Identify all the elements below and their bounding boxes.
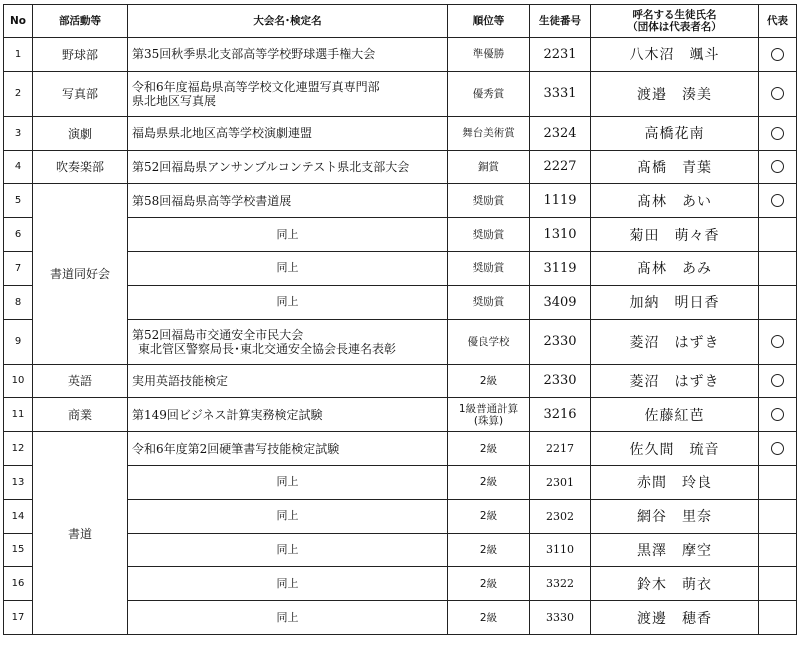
rank-line: 2級 bbox=[479, 374, 498, 387]
event-name bbox=[128, 150, 448, 184]
rank-line: 2級 bbox=[479, 611, 498, 624]
rank-line: 優秀賞 bbox=[472, 87, 505, 100]
row-no: 17 bbox=[4, 601, 33, 635]
rank-line: 銅賞 bbox=[478, 160, 499, 173]
header-no: No bbox=[4, 5, 33, 38]
rank-line: 2級 bbox=[479, 543, 498, 556]
rank-line: 2級 bbox=[479, 510, 498, 523]
row-no: 10 bbox=[4, 364, 33, 398]
representative-cell bbox=[759, 150, 797, 184]
rank-line: 奨励賞 bbox=[472, 194, 505, 207]
representative-circle-icon bbox=[771, 442, 784, 455]
event-name bbox=[128, 251, 448, 285]
rank bbox=[448, 398, 530, 432]
header-row bbox=[4, 5, 797, 38]
student-id: 3322 bbox=[530, 567, 591, 601]
student-name: 佐藤紅芭 bbox=[591, 398, 759, 432]
rank bbox=[448, 218, 530, 252]
table-row bbox=[4, 184, 797, 218]
club-name: 書道 bbox=[33, 432, 128, 635]
student-name: 渡邊 穂香 bbox=[591, 601, 759, 635]
row-no: 15 bbox=[4, 533, 33, 567]
club-name: 野球部 bbox=[33, 38, 128, 72]
row-no: 8 bbox=[4, 285, 33, 319]
student-name: 菱沼 はずき bbox=[591, 364, 759, 398]
representative-cell bbox=[759, 398, 797, 432]
row-no: 5 bbox=[4, 184, 33, 218]
rank bbox=[448, 116, 530, 150]
event-line: 第52回福島市交通安全市民大会 bbox=[132, 327, 304, 342]
event-line: 第35回秋季県北支部高等学校野球選手権大会 bbox=[132, 47, 376, 62]
event-name bbox=[128, 432, 448, 466]
representative-cell bbox=[759, 432, 797, 466]
representative-circle-icon bbox=[771, 127, 784, 140]
representative-circle-icon bbox=[771, 194, 784, 207]
representative-cell bbox=[759, 285, 797, 319]
student-name: 佐久間 琉音 bbox=[591, 432, 759, 466]
rank-line: 舞台美術賞 bbox=[462, 127, 515, 140]
rank bbox=[448, 601, 530, 635]
event-line: 第52回福島県アンサンブルコンテスト県北支部大会 bbox=[132, 159, 410, 174]
rank bbox=[448, 432, 530, 466]
event-line: 県北地区写真展 bbox=[132, 93, 217, 108]
student-name: 網谷 里奈 bbox=[591, 499, 759, 533]
table-row bbox=[4, 364, 797, 398]
student-name: 髙林 あみ bbox=[591, 251, 759, 285]
rank bbox=[448, 499, 530, 533]
event-line: 東北管区警察局長･東北交通安全協会長連名表彰 bbox=[138, 341, 397, 356]
student-name: 鈴木 萌衣 bbox=[591, 567, 759, 601]
student-name: 加納 明日香 bbox=[591, 285, 759, 319]
student-name: 髙林 あい bbox=[591, 184, 759, 218]
student-id: 2301 bbox=[530, 465, 591, 499]
event-line: 令和6年度福島県高等学校文化連盟写真専門部 bbox=[132, 79, 380, 94]
event-name bbox=[128, 398, 448, 432]
rank bbox=[448, 184, 530, 218]
representative-cell bbox=[759, 38, 797, 72]
header-name bbox=[591, 5, 759, 38]
event-line: 福島県県北地区高等学校演劇連盟 bbox=[132, 126, 313, 141]
event-line: 同上 bbox=[276, 261, 299, 275]
header-rep: 代表 bbox=[759, 5, 797, 38]
header-name-line2: （団体は代表者名） bbox=[627, 21, 722, 33]
representative-circle-icon bbox=[771, 335, 784, 348]
table-row bbox=[4, 398, 797, 432]
row-no: 7 bbox=[4, 251, 33, 285]
student-id: 3119 bbox=[530, 251, 591, 285]
rank-line: 1級普通計算 bbox=[458, 402, 519, 415]
student-id: 3409 bbox=[530, 285, 591, 319]
rank bbox=[448, 150, 530, 184]
award-table bbox=[3, 4, 797, 635]
rank-line: 2級 bbox=[479, 476, 498, 489]
row-no: 12 bbox=[4, 432, 33, 466]
rank-line: 優良学校 bbox=[467, 335, 510, 348]
header-club: 部活動等 bbox=[33, 5, 128, 38]
event-name bbox=[128, 364, 448, 398]
row-no: 6 bbox=[4, 218, 33, 252]
row-no: 14 bbox=[4, 499, 33, 533]
table-row bbox=[4, 38, 797, 72]
rank-line: (珠算) bbox=[473, 414, 504, 427]
club-name: 写真部 bbox=[33, 71, 128, 116]
student-id: 3110 bbox=[530, 533, 591, 567]
student-name: 菱沼 はずき bbox=[591, 319, 759, 364]
club-name: 商業 bbox=[33, 398, 128, 432]
representative-circle-icon bbox=[771, 48, 784, 61]
club-name: 吹奏楽部 bbox=[33, 150, 128, 184]
representative-cell bbox=[759, 567, 797, 601]
event-line: 実用英語技能検定 bbox=[132, 373, 229, 388]
event-line: 同上 bbox=[276, 542, 299, 556]
award-table-container bbox=[3, 4, 797, 635]
student-id: 2330 bbox=[530, 364, 591, 398]
student-name: 菊田 萌々香 bbox=[591, 218, 759, 252]
rank bbox=[448, 533, 530, 567]
table-row bbox=[4, 71, 797, 116]
student-id: 2302 bbox=[530, 499, 591, 533]
row-no: 13 bbox=[4, 465, 33, 499]
student-id: 3216 bbox=[530, 398, 591, 432]
club-name: 書道同好会 bbox=[33, 184, 128, 364]
row-no: 1 bbox=[4, 38, 33, 72]
representative-circle-icon bbox=[771, 374, 784, 387]
student-id: 2324 bbox=[530, 116, 591, 150]
rank-line: 2級 bbox=[479, 577, 498, 590]
club-name: 演劇 bbox=[33, 116, 128, 150]
table-body bbox=[4, 38, 797, 635]
representative-cell bbox=[759, 364, 797, 398]
header-student-id: 生徒番号 bbox=[530, 5, 591, 38]
representative-circle-icon bbox=[771, 87, 784, 100]
rank bbox=[448, 251, 530, 285]
representative-cell bbox=[759, 71, 797, 116]
rank bbox=[448, 38, 530, 72]
event-name bbox=[128, 218, 448, 252]
event-line: 同上 bbox=[276, 610, 299, 624]
student-id: 2330 bbox=[530, 319, 591, 364]
student-name: 高橋花南 bbox=[591, 116, 759, 150]
event-name bbox=[128, 601, 448, 635]
student-name: 赤間 玲良 bbox=[591, 465, 759, 499]
event-name bbox=[128, 567, 448, 601]
rank-line: 奨励賞 bbox=[472, 262, 505, 275]
event-name bbox=[128, 533, 448, 567]
representative-cell bbox=[759, 116, 797, 150]
row-no: 16 bbox=[4, 567, 33, 601]
row-no: 4 bbox=[4, 150, 33, 184]
rank bbox=[448, 285, 530, 319]
club-name: 英語 bbox=[33, 364, 128, 398]
event-line: 同上 bbox=[276, 576, 299, 590]
student-name: 渡邉 湊美 bbox=[591, 71, 759, 116]
event-name bbox=[128, 319, 448, 364]
row-no: 9 bbox=[4, 319, 33, 364]
row-no: 2 bbox=[4, 71, 33, 116]
event-name bbox=[128, 38, 448, 72]
representative-cell bbox=[759, 218, 797, 252]
student-id: 1310 bbox=[530, 218, 591, 252]
student-id: 2227 bbox=[530, 150, 591, 184]
event-line: 同上 bbox=[276, 509, 299, 523]
representative-circle-icon bbox=[771, 408, 784, 421]
table-row bbox=[4, 116, 797, 150]
event-name bbox=[128, 285, 448, 319]
student-name: 髙橋 青葉 bbox=[591, 150, 759, 184]
rank bbox=[448, 71, 530, 116]
rank-line: 準優勝 bbox=[472, 48, 505, 61]
event-line: 同上 bbox=[276, 295, 299, 309]
row-no: 3 bbox=[4, 116, 33, 150]
rank bbox=[448, 567, 530, 601]
event-line: 第149回ビジネス計算実務検定試験 bbox=[132, 407, 323, 422]
event-line: 同上 bbox=[276, 475, 299, 489]
event-line: 令和6年度第2回硬筆書写技能検定試験 bbox=[132, 441, 340, 456]
student-id: 3330 bbox=[530, 601, 591, 635]
rank-line: 奨励賞 bbox=[472, 228, 505, 241]
student-id: 2217 bbox=[530, 432, 591, 466]
representative-cell bbox=[759, 533, 797, 567]
representative-cell bbox=[759, 319, 797, 364]
student-name: 八木沼 颯斗 bbox=[591, 38, 759, 72]
student-name: 黒澤 摩空 bbox=[591, 533, 759, 567]
student-id: 3331 bbox=[530, 71, 591, 116]
representative-cell bbox=[759, 251, 797, 285]
table-row bbox=[4, 150, 797, 184]
student-id: 1119 bbox=[530, 184, 591, 218]
rank-line: 奨励賞 bbox=[472, 296, 505, 309]
header-event: 大会名･検定名 bbox=[128, 5, 448, 38]
event-name bbox=[128, 465, 448, 499]
header-name-line1: 呼名する生徒氏名 bbox=[632, 9, 717, 21]
row-no: 11 bbox=[4, 398, 33, 432]
rank bbox=[448, 465, 530, 499]
event-line: 同上 bbox=[276, 227, 299, 241]
event-name bbox=[128, 71, 448, 116]
event-name bbox=[128, 116, 448, 150]
representative-cell bbox=[759, 601, 797, 635]
event-name bbox=[128, 499, 448, 533]
representative-cell bbox=[759, 184, 797, 218]
representative-circle-icon bbox=[771, 160, 784, 173]
student-id: 2231 bbox=[530, 38, 591, 72]
rank bbox=[448, 364, 530, 398]
rank-line: 2級 bbox=[479, 442, 498, 455]
event-name bbox=[128, 184, 448, 218]
representative-cell bbox=[759, 499, 797, 533]
representative-cell bbox=[759, 465, 797, 499]
rank bbox=[448, 319, 530, 364]
header-rank: 順位等 bbox=[448, 5, 530, 38]
event-line: 第58回福島県高等学校書道展 bbox=[132, 193, 292, 208]
table-row bbox=[4, 432, 797, 466]
